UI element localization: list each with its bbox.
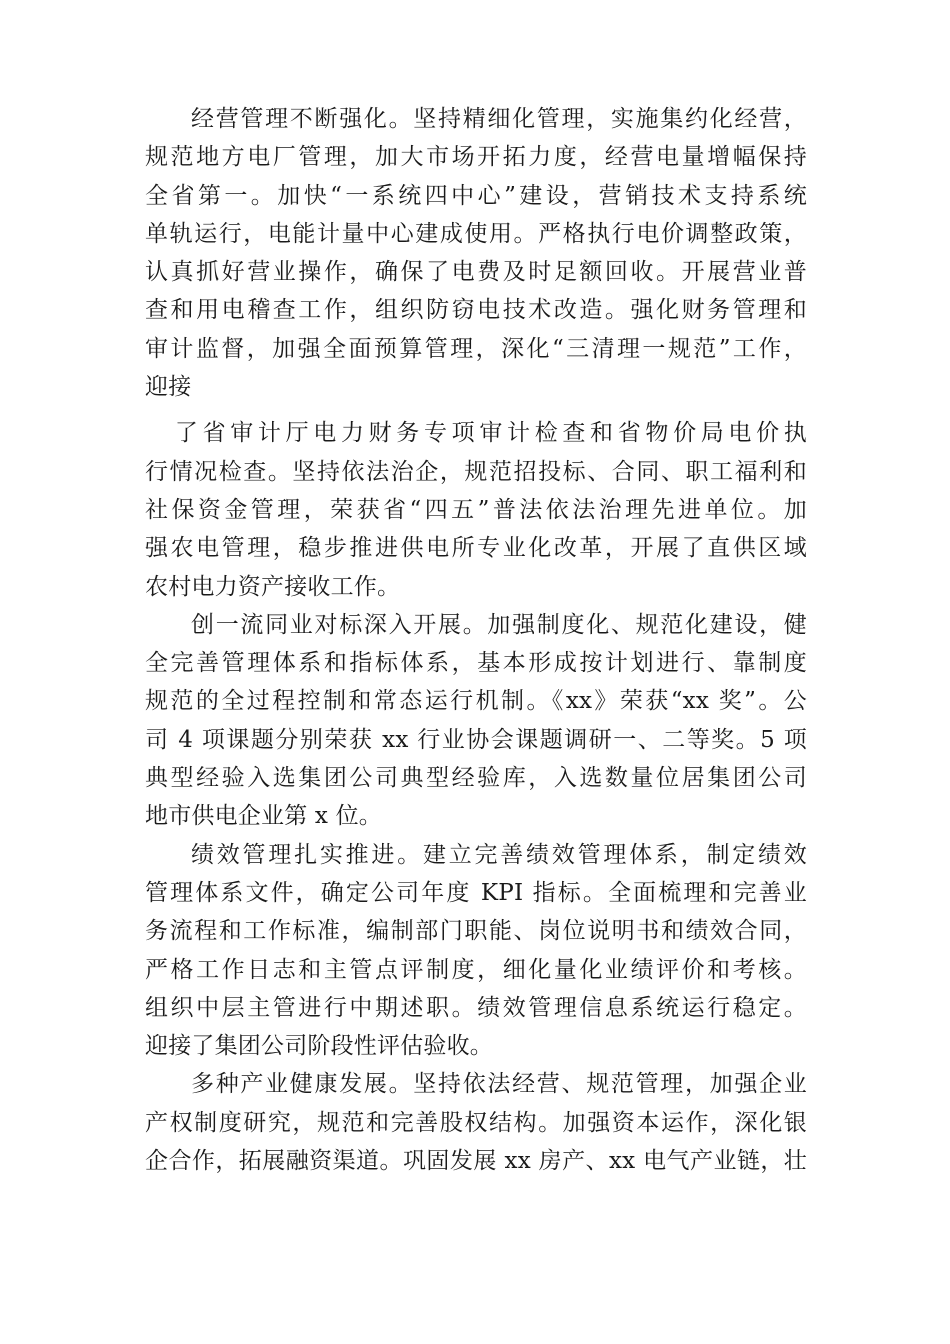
document-page: [145, 100, 807, 1180]
text-line: 地市供电企业第 x 位。: [145, 803, 382, 830]
paragraph-benchmarking: [145, 606, 807, 836]
text-line: 管理体系文件，确定公司年度 KPI 指标。全面梳理和完善业: [145, 879, 807, 906]
paragraph-performance-management: [145, 836, 807, 1066]
text-line: 经营管理不断强化。坚持精细化管理，实施集约化经营，: [191, 106, 807, 132]
text-line: 迎接: [145, 374, 192, 401]
text-line: 查和用电稽查工作，组织防窃电技术改造。强化财务管理和: [145, 297, 807, 324]
text-line: 审计监督，加强全面预算管理，深化“三清理一规范”工作，: [145, 335, 807, 362]
text-line: 绩效管理扎实推进。建立完善绩效管理体系，制定绩效: [191, 841, 807, 868]
text-line: 全省第一。加快“一系统四中心”建设，营销技术支持系统: [145, 182, 807, 209]
text-line: 单轨运行，电能计量中心建成使用。严格执行电价调整政策，: [145, 220, 807, 247]
text-line: 农村电力资产接收工作。: [145, 573, 401, 600]
text-line: 全完善管理体系和指标体系，基本形成按计划进行、靠制度: [145, 650, 807, 677]
text-line: 迎接了集团公司阶段性评估验收。: [145, 1033, 493, 1060]
text-line: 社保资金管理，荣获省“四五”普法依法治理先进单位。加: [145, 496, 807, 523]
text-line: 创一流同业对标深入开展。加强制度化、规范化建设，健: [191, 611, 807, 638]
text-line: 强农电管理，稳步推进供电所专业化改革，开展了直供区域: [145, 535, 807, 562]
paragraph-audit-inspection: [145, 414, 807, 605]
text-line: 行情况检查。坚持依法治企，规范招投标、合同、职工福利和: [145, 458, 807, 485]
text-line: 典型经验入选集团公司典型经验库，入选数量位居集团公司: [145, 765, 807, 792]
paragraph-diversified-industries: [145, 1065, 807, 1180]
text-line: 了省审计厅电力财务专项审计检查和省物价局电价执: [174, 420, 807, 447]
text-line: 企合作，拓展融资渠道。巩固发展 xx 房产、xx 电气产业链，壮: [145, 1148, 807, 1175]
text-line: 产权制度研究，规范和完善股权结构。加强资本运作，深化银: [145, 1109, 807, 1136]
text-line: 组织中层主管进行中期述职。绩效管理信息系统运行稳定。: [145, 994, 807, 1021]
text-line: 认真抓好营业操作，确保了电费及时足额回收。开展营业普: [145, 259, 807, 286]
text-line: 规范地方电厂管理，加大市场开拓力度，经营电量增幅保持: [145, 144, 807, 171]
text-line: 司 4 项课题分别荣获 xx 行业协会课题调研一、二等奖。5 项: [145, 726, 807, 753]
text-line: 严格工作日志和主管点评制度，细化量化业绩评价和考核。: [145, 956, 807, 983]
text-line: 务流程和工作标准，编制部门职能、岗位说明书和绩效合同，: [145, 918, 807, 945]
text-line: 规范的全过程控制和常态运行机制。《xx》荣获“xx 奖”。公: [145, 688, 807, 715]
paragraph-business-management: [145, 100, 807, 406]
text-line: 多种产业健康发展。坚持依法经营、规范管理，加强企业: [191, 1071, 807, 1098]
